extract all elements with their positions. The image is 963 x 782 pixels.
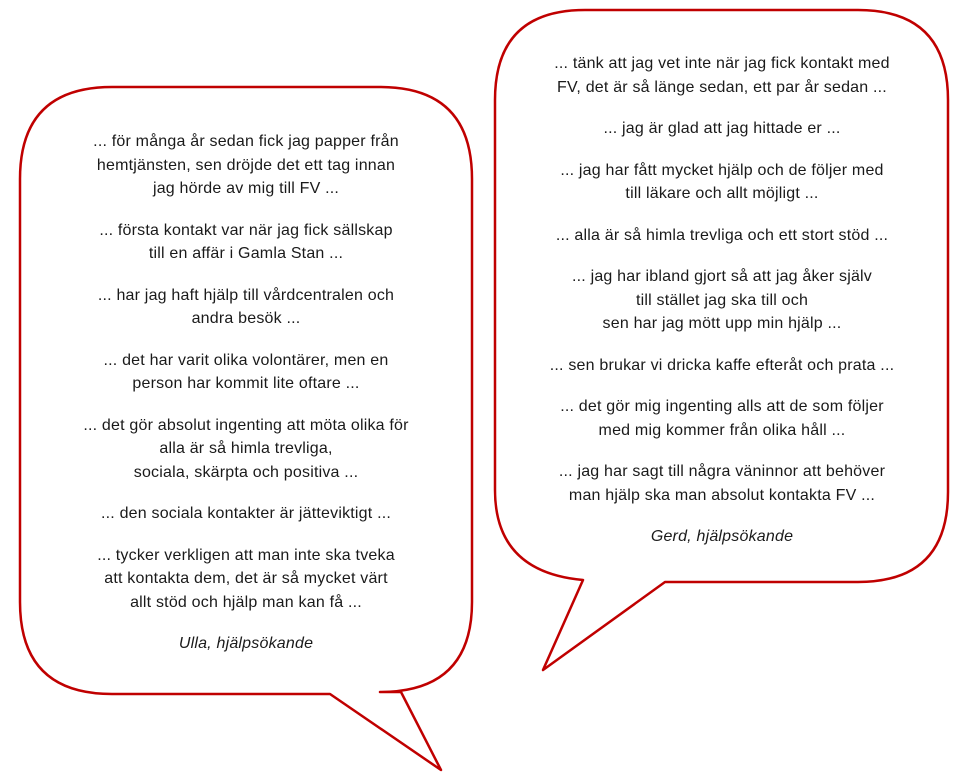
left-bubble-quote-line: ... har jag haft hjälp till vårdcentralen och — [97, 286, 395, 304]
right-bubble-quote — [516, 354, 928, 378]
left-bubble-quote-line: person har kommit lite oftare ... — [132, 375, 360, 392]
right-bubble-text — [516, 52, 928, 549]
left-bubble-quote-line: allt stöd och hjälp man kan få ... — [130, 593, 362, 611]
right-bubble-quote-line: ... det gör mig ingenting alls att de som följer — [560, 398, 884, 415]
right-bubble-quote — [516, 265, 928, 336]
left-bubble-quote — [40, 284, 452, 331]
left-bubble-quote-line: ... tycker verkligen att man inte ska tveka — [97, 546, 395, 564]
right-bubble-quote-line: man hjälp ska man absolut kontakta FV ... — [568, 486, 876, 504]
right-bubble-quote — [516, 117, 928, 141]
right-bubble-quote — [516, 159, 928, 206]
left-bubble-quote-line: ... första kontakt var när jag fick sällskap — [99, 221, 393, 239]
left-bubble-author: Ulla, hjälpsökande — [178, 635, 314, 652]
left-bubble-quote — [40, 130, 452, 201]
left-bubble-quote-line: ... det gör absolut ingenting att möta olika för — [83, 416, 409, 434]
right-bubble-quote-line: till läkare och allt möjligt ... — [625, 185, 819, 202]
left-bubble-quote — [40, 349, 452, 396]
left-bubble-quote-line: sociala, skärpta och positiva ... — [133, 463, 359, 481]
left-bubble-quote — [40, 502, 452, 526]
left-bubble-quote — [40, 219, 452, 266]
right-bubble-quote-line: ... jag har ibland gjort så att jag åker själv — [571, 268, 873, 285]
left-bubble-quote-line: att kontakta dem, det är så mycket värt — [104, 570, 388, 587]
left-bubble-quote-line: andra besök ... — [191, 310, 301, 327]
left-bubble-quote-line: till en affär i Gamla Stan ... — [148, 245, 344, 262]
right-bubble-quote-line: ... jag har sagt till några väninnor att behöver — [558, 463, 886, 480]
left-bubble-quote-line: ... det har varit olika volontärer, men en — [103, 351, 389, 369]
right-bubble-quote-line: FV, det är så länge sedan, ett par år sedan ... — [557, 78, 887, 96]
right-bubble-quote-line: ... jag är glad att jag hittade er ... — [603, 120, 841, 137]
left-bubble-quote-line: ... den sociala kontakter är jätteviktigt ... — [100, 505, 392, 522]
left-bubble-quote — [40, 544, 452, 615]
right-bubble-quote-line: ... alla är så himla trevliga och ett stort stöd ... — [555, 226, 889, 244]
right-bubble-quote — [516, 52, 928, 99]
left-bubble-quote-line: hemtjänsten, sen dröjde det ett tag innan — [96, 156, 396, 174]
left-bubble-text — [40, 130, 452, 656]
right-bubble-quote-line: ... sen brukar vi dricka kaffe efteråt och prata ... — [549, 356, 895, 374]
right-bubble-quote-line: ... tänk att jag vet inte när jag fick kontakt med — [554, 55, 890, 72]
left-bubble-quote-line: ... för många år sedan fick jag papper från — [93, 133, 399, 150]
right-bubble-author: Gerd, hjälpsökande — [650, 528, 794, 545]
right-bubble-quote — [516, 460, 928, 507]
right-bubble-quote-line: till stället jag ska till och — [635, 291, 809, 309]
right-bubble-quote-line: sen har jag mött upp min hjälp ... — [602, 315, 842, 332]
left-bubble-quote-line: alla är så himla trevliga, — [159, 440, 333, 457]
right-bubble-quote-line: ... jag har fått mycket hjälp och de följer med — [560, 161, 884, 179]
right-bubble-quote-line: med mig kommer från olika håll ... — [598, 421, 846, 439]
right-bubble-quote — [516, 395, 928, 442]
right-bubble-quote — [516, 224, 928, 248]
left-bubble-quote-line: jag hörde av mig till FV ... — [152, 180, 340, 197]
left-bubble-quote — [40, 414, 452, 485]
